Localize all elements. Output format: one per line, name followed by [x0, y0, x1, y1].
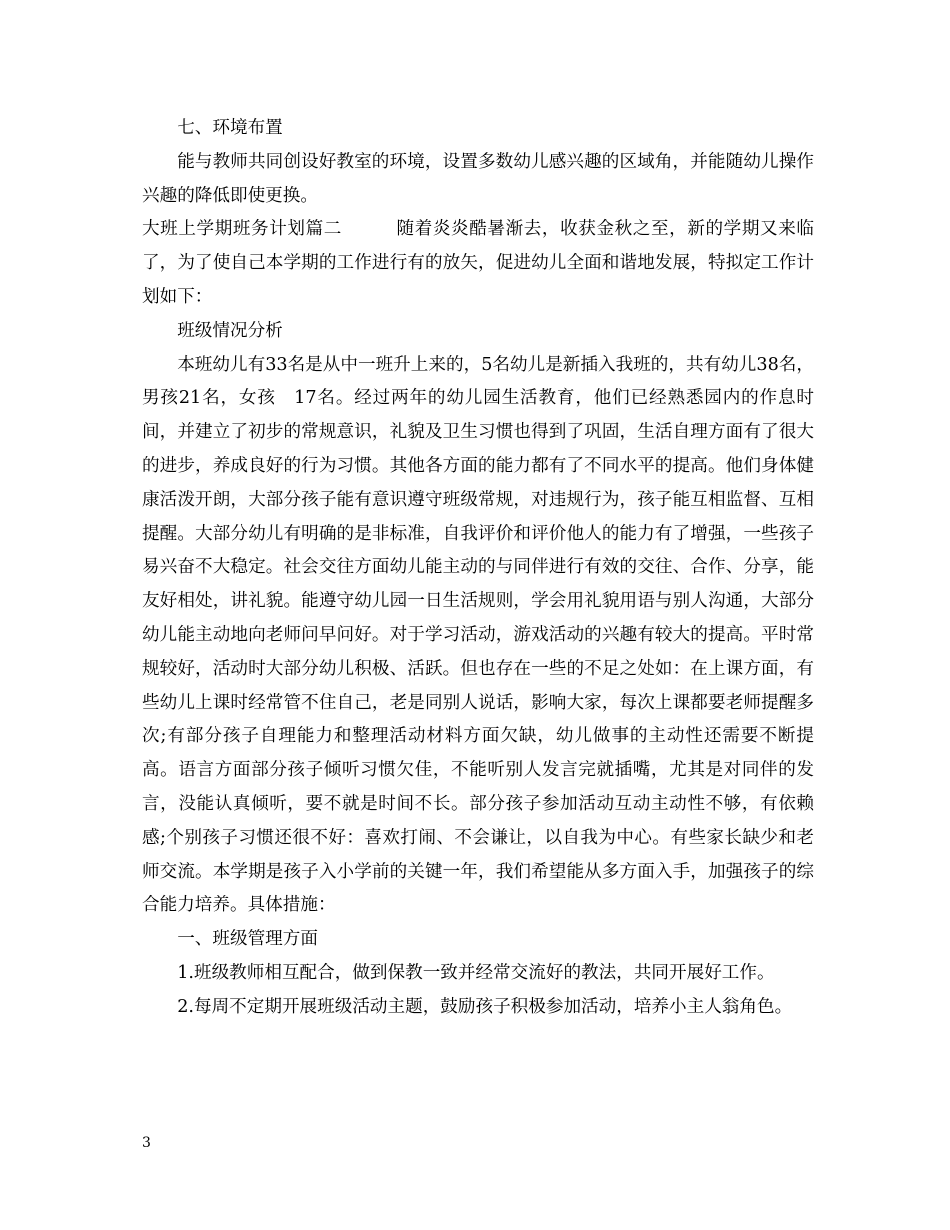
plan-title-paragraph: [142, 213, 814, 314]
paragraph-environment: 能与教师共同创设好教室的环境，设置多数幼儿感兴趣的区域角，并能随幼儿操作兴趣的降低即使更换。: [142, 151, 814, 206]
list-item-1: 1.班级教师相互配合，做到保教一致并经常交流好的教法，共同开展好工作。: [177, 962, 775, 983]
paragraph-analysis: 本班幼儿有33名是从中一班升上来的，5名幼儿是新插入我班的，共有幼儿38名，男孩21名，女孩 17名。经过两年的幼儿园生活教育，他们已经熟悉园内的作息时间，并建立了初步的常规意识，礼貌及卫生习惯也得到了巩固，生活自理方面有了很大的进步，养成良好的行为习惯。其他各方面的能力都有了不同水平的提高。他们身体健康活泼开朗，大部分孩子能有意识遵守班级常规，对违规行为，孩子能互相监督、互相提醒。大部分幼儿有明确的是非标准，自我评价和评价他人的能力有了增强，一些孩子易兴奋不大稳定。社会交往方面幼儿能主动的与同伴进行有效的交往、合作、分享，能友好相处，讲礼貌。能遵守幼儿园一日生活规则，学会用礼貌用语与别人沟通，大部分幼儿能主动地向老师问早问好。对于学习活动，游戏活动的兴趣有较大的提高。平时常规较好，活动时大部分幼儿积极、活跃。但也存在一些的不足之处如：在上课方面，有些幼儿上课时经常管不住自己，老是同别人说话，影响大家，每次上课都要老师提醒多次;有部分孩子自理能力和整理活动材料方面欠缺，幼儿做事的主动性还需要不断提高。语言方面部分孩子倾听习惯欠佳，不能听别人发言完就插嘴，尤其是对同伴的发言，没能认真倾听，要不就是时间不长。部分孩子参加活动互动主动性不够，有依赖感;个别孩子习惯还很不好：喜欢打闹、不会谦让，以自我为中心。有些家长缺少和老师交流。本学期是孩子入小学前的关键一年，我们希望能从多方面入手，加强孩子的综合能力培养。具体措施：: [142, 354, 814, 916]
document-body: [142, 112, 814, 1025]
section-heading-analysis: 班级情况分析: [177, 320, 283, 341]
section-heading-management: 一、班级管理方面: [177, 929, 318, 950]
section-heading-environment: 七、环境布置: [177, 118, 283, 138]
plan-title: 大班上学期班务计划篇二: [142, 219, 342, 240]
plan-intro: 随着炎炎酷暑渐去，收获金秋之至，新的学期又来临了，为了使自己本学期的工作进行有的放矢，促进幼儿全面和谐地发展，特拟定工作计划如下：: [142, 219, 814, 307]
page-number: 3: [142, 1135, 151, 1151]
list-item-2: 2.每周不定期开展班级活动主题，鼓励孩子积极参加活动，培养小主人翁角色。: [177, 996, 793, 1017]
